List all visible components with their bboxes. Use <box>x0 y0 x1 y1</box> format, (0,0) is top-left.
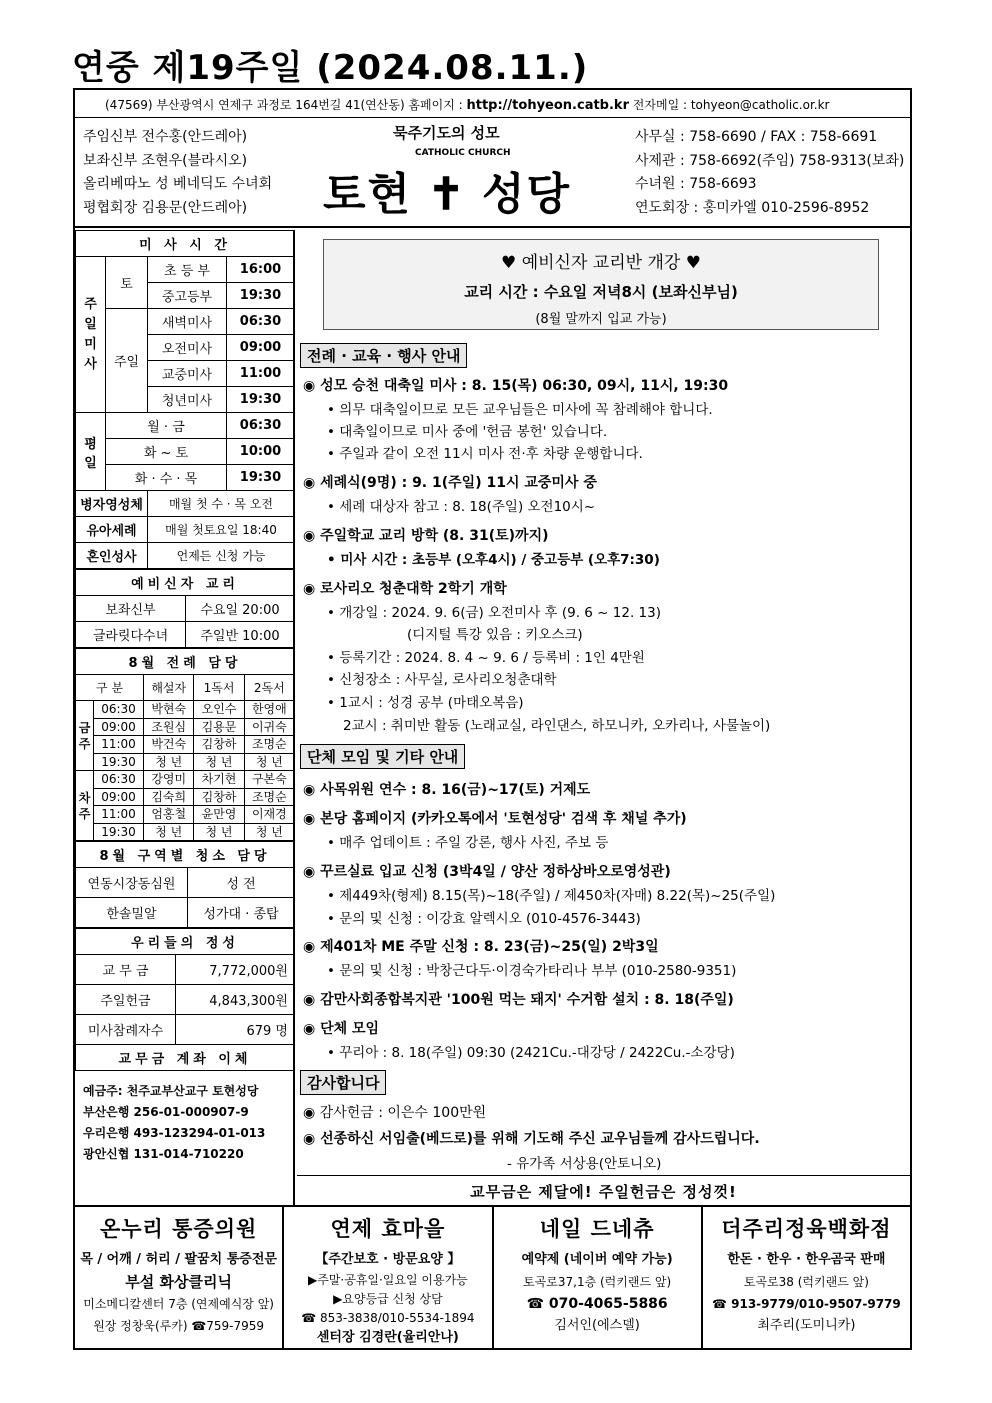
item-baptism: ◉ 세례식(9명) : 9. 1(주일) 11시 교중미사 중 <box>303 475 597 491</box>
church-logo <box>323 158 571 222</box>
liturgy-cell: 강영미 <box>144 771 194 789</box>
logo-arc-text: CATHOLIC CHURCH <box>415 148 511 158</box>
mass-time: 16:00 <box>227 257 295 283</box>
ad-line: ▶주말·공휴일·일요일 이용가능 <box>307 1273 468 1287</box>
staff-council: 평협회장 김용문(안드레아) <box>83 199 248 216</box>
liturgy-cell: 김숙희 <box>144 788 194 806</box>
offering-value: 7,772,000원 <box>176 955 295 985</box>
homepage-link[interactable]: http://tohyeon.catb.kr <box>466 98 629 113</box>
liturgy-cell: 박건숙 <box>144 736 194 754</box>
staff-pastor: 주임신부 전수홍(안드레아) <box>83 129 248 145</box>
ad-line: 토곡로37,1층 (럭키랜드 앞) <box>523 1275 672 1289</box>
section-liturgy: 전례 · 교육 · 행사 안내 <box>300 343 467 368</box>
liturgy-cell: 19:30 <box>94 823 144 841</box>
sub-item: 2교시 : 취미반 활동 (노래교실, 라인댄스, 하모니카, 오카리나, 사물놀이) <box>343 718 771 734</box>
mass-time: 19:30 <box>227 465 295 491</box>
item-welfare: ◉ 감만사회종합복지관 '100원 먹는 돼지' 수거함 설치 : 8. 18(주일) <box>303 992 734 1008</box>
header <box>75 118 910 228</box>
item-group-meeting: ◉ 단체 모임 <box>303 1021 380 1037</box>
mass-name: 화 · 수 · 목 <box>106 465 227 491</box>
liturgy-cell: 청 년 <box>194 753 244 771</box>
contact-rectory: 사제관 : 758-6692(주임) 758-9313(보좌) <box>635 152 905 169</box>
liturgy-table <box>75 648 295 841</box>
item-committee: ◉ 사목위원 연수 : 8. 16(금)~17(토) 거제도 <box>303 782 591 798</box>
liturgy-col: 1독서 <box>194 675 244 701</box>
offering-heading: 우리들의 정성 <box>76 929 295 955</box>
offering-label: 미사참례자수 <box>76 1015 176 1045</box>
contact-funeral: 연도회장 : 홍미카엘 010-2596-8952 <box>635 199 870 216</box>
offering-label: 주일헌금 <box>76 985 176 1015</box>
account-heading: 교무금 계좌 이체 <box>76 1045 295 1071</box>
logo-subtitle: 묵주기도의 성모 <box>393 124 500 142</box>
liturgy-cell: 조원심 <box>144 718 194 736</box>
mass-time: 09:00 <box>227 335 295 361</box>
cleaning-table <box>75 841 295 928</box>
sub-item: • 제449차(형제) 8.15(목)~18(주일) / 제450차(자매) 8.22(목)~25(주일) <box>327 888 776 904</box>
bottom-banner: 교무금은 제달에! 주일헌금은 정성껏! <box>297 1175 910 1205</box>
ad-butcher <box>703 1207 910 1348</box>
logo-name-right: 성당 <box>482 169 572 220</box>
offering-value: 4,843,300원 <box>176 985 295 1015</box>
catechism-teacher: 글라릿다수녀 <box>76 622 186 648</box>
catechism-table <box>75 569 295 648</box>
cleaning-area: 성가대 · 종탑 <box>188 898 295 928</box>
mass-time: 06:30 <box>227 413 295 439</box>
sub-item: • 신청장소 : 사무실, 로사리오청춘대학 <box>327 672 557 688</box>
catechism-heading: 예비신자 교리 <box>76 570 295 596</box>
ad-line: ☎ 070-4065-5886 <box>526 1296 668 1312</box>
ad-line: 미소메디칼센터 7층 (연제예식장 앞) <box>83 1297 274 1311</box>
account-holder: 예금주: 천주교부산교구 토현성당 <box>83 1084 259 1098</box>
catechism-notice <box>323 239 879 330</box>
offering-label: 교 무 금 <box>76 955 176 985</box>
ad-name: 더주리정육백화점 <box>721 1217 892 1241</box>
ad-nail <box>494 1207 703 1348</box>
sub-item: • 매주 업데이트 : 주일 강론, 행사 사진, 주보 등 <box>327 835 609 851</box>
item-homepage: ◉ 본당 홈페이지 (카카오톡에서 '토현성당' 검색 후 채널 추가) <box>303 811 687 827</box>
notice-note: (8월 말까지 입교 가능) <box>535 312 667 327</box>
mass-name: 오전미사 <box>148 335 227 361</box>
sub-item: • 꾸리아 : 8. 18(주일) 09:30 (2421Cu.-대강당 / 2422Cu.-소강당) <box>327 1045 735 1061</box>
liturgy-cell: 오인수 <box>194 701 244 719</box>
mass-heading: 미 사 시 간 <box>76 231 295 257</box>
sub-item: (디지털 특강 있음 : 키오스크) <box>407 627 583 643</box>
sub-item: • 1교시 : 성경 공부 (마태오복음) <box>327 695 524 711</box>
contact-convent: 수녀원 : 758-6693 <box>635 176 757 192</box>
liturgy-cell: 구본숙 <box>244 771 294 789</box>
saturday-label: 토 <box>106 257 148 309</box>
sub-item: • 등록기간 : 2024. 8. 4 ~ 9. 6 / 등록비 : 1인 4만원 <box>327 650 645 666</box>
left-column <box>75 230 295 1205</box>
item-condolence: ◉ 선종하신 서임출(베드로)를 위해 기도해 주신 교우님들께 감사드립니다. <box>303 1131 760 1147</box>
cross-icon: ✝ <box>427 169 467 220</box>
ad-onnuri <box>75 1207 284 1348</box>
liturgy-col: 2독서 <box>244 675 294 701</box>
mass-schedule-table <box>75 230 295 569</box>
ad-line: 센터장 김경란(율리안나) <box>316 1330 459 1345</box>
ad-line: ☎ 853-3838/010-5534-1894 <box>301 1311 475 1325</box>
offering-value: 679 명 <box>176 1015 295 1045</box>
liturgy-col: 구 분 <box>76 675 144 701</box>
item-sunday-school: ◉ 주일학교 교리 방학 (8. 31(토)까지) <box>303 528 549 544</box>
section-thanks: 감사합니다 <box>300 1070 386 1095</box>
ad-line: 【주간보호 · 방문요양 】 <box>315 1252 461 1267</box>
sub-item: • 개강일 : 2024. 9. 6(금) 오전미사 후 (9. 6 ~ 12. 13) <box>327 605 661 621</box>
logo-name-left: 토현 <box>323 169 413 220</box>
sub-item: • 의무 대축일이므로 모든 교우님들은 미사에 꼭 참례해야 합니다. <box>327 402 713 418</box>
liturgy-cell: 엄홍철 <box>144 806 194 824</box>
sub-item: • 세례 대상자 참고 : 8. 18(주일) 오전10시~ <box>327 499 596 515</box>
other-value: 매월 첫 수 · 목 오전 <box>148 491 295 517</box>
liturgy-cell: 한영애 <box>244 701 294 719</box>
ad-hyomaeul <box>284 1207 493 1348</box>
other-value: 언제든 신청 가능 <box>148 543 295 569</box>
account-info <box>75 1071 293 1165</box>
ads-row <box>75 1205 910 1348</box>
liturgy-cell: 06:30 <box>94 701 144 719</box>
other-value: 매월 첫토요일 18:40 <box>148 517 295 543</box>
ad-name: 네일 드네츄 <box>539 1217 655 1241</box>
liturgy-cell: 09:00 <box>94 788 144 806</box>
other-label: 혼인성사 <box>76 543 148 569</box>
ad-name: 연제 효마을 <box>330 1217 446 1241</box>
address-text: (47569) 부산광역시 연제구 과정로 164번길 41(연산동) 홈페이지 : <box>105 98 467 112</box>
liturgy-cell: 조명순 <box>244 788 294 806</box>
ad-line: ▶요양등급 신청 상담 <box>333 1292 443 1306</box>
sunday-mass-label: 주일미사 <box>76 257 106 413</box>
offering-table <box>75 928 295 1071</box>
sub-item: • 대축일이므로 미사 중에 '헌금 봉헌' 있습니다. <box>327 424 608 440</box>
notice-time: 교리 시간 : 수요일 저녁8시 (보좌신부님) <box>464 283 738 301</box>
contact-office: 사무실 : 758-6690 / FAX : 758-6691 <box>635 129 878 145</box>
item-rosary-college: ◉ 로사리오 청춘대학 2학기 개학 <box>303 581 507 597</box>
ad-line: ☎ 913-9779/010-9507-9779 <box>712 1297 901 1311</box>
ad-line: 목 / 어깨 / 허리 / 팔꿈치 통증전문 <box>80 1252 277 1267</box>
address-bar <box>75 90 910 118</box>
item-thanks-offering: ◉ 감사헌금 : 이은수 100만원 <box>303 1105 487 1121</box>
ad-line: 원장 정창욱(루카) ☎759-7959 <box>93 1319 265 1333</box>
ad-name: 온누리 통증의원 <box>99 1217 258 1241</box>
ad-line: 최주리(도미니카) <box>757 1318 856 1333</box>
liturgy-heading: 8월 전례 담당 <box>76 649 295 675</box>
mass-name: 교중미사 <box>148 361 227 387</box>
mass-time: 11:00 <box>227 361 295 387</box>
account-shinhyup: 광안신협 131-014-710220 <box>83 1147 244 1161</box>
sub-item: • 문의 및 신청 : 박창근다두·이경숙가타리나 부부 (010-2580-9351) <box>327 963 737 979</box>
sub-item: - 유가족 서상용(안토니오) <box>507 1156 662 1172</box>
item-cursillo: ◉ 꾸르실료 입교 신청 (3박4일 / 양산 정하상바오로영성관) <box>303 864 671 880</box>
mass-time: 19:30 <box>227 387 295 413</box>
liturgy-cell: 06:30 <box>94 771 144 789</box>
liturgy-cell: 김용문 <box>194 718 244 736</box>
liturgy-cell: 청 년 <box>144 823 194 841</box>
liturgy-cell: 차기현 <box>194 771 244 789</box>
email-text: 전자메일 : tohyeon@catholic.or.kr <box>628 98 830 112</box>
section-groups: 단체 모임 및 기타 안내 <box>300 744 465 769</box>
liturgy-cell: 11:00 <box>94 736 144 754</box>
mass-name: 화 ~ 토 <box>106 439 227 465</box>
mass-name: 월 · 금 <box>106 413 227 439</box>
next-week-label: 차주 <box>76 771 94 841</box>
liturgy-cell: 11:00 <box>94 806 144 824</box>
mass-name: 새벽미사 <box>148 309 227 335</box>
ad-line: 토곡로38 (럭키랜드 앞) <box>743 1275 869 1289</box>
liturgy-cell: 청 년 <box>244 753 294 771</box>
cleaning-area: 성 전 <box>188 868 295 898</box>
liturgy-col: 해설자 <box>144 675 194 701</box>
catechism-time: 수요일 20:00 <box>186 596 295 622</box>
catechism-time: 주일반 10:00 <box>186 622 295 648</box>
mass-name: 청년미사 <box>148 387 227 413</box>
liturgy-cell: 박현숙 <box>144 701 194 719</box>
staff-list <box>83 126 272 220</box>
liturgy-cell: 이귀숙 <box>244 718 294 736</box>
staff-sisters: 올리베따노 성 베네딕도 수녀회 <box>83 176 273 192</box>
contact-list <box>635 126 904 220</box>
ad-line: 한돈 · 한우 · 한우곰국 판매 <box>727 1252 886 1267</box>
sunday-label: 주일 <box>106 309 148 413</box>
liturgy-cell: 김창하 <box>194 736 244 754</box>
liturgy-cell: 09:00 <box>94 718 144 736</box>
mass-name: 중고등부 <box>148 283 227 309</box>
mass-time: 19:30 <box>227 283 295 309</box>
sub-item: • 문의 및 신청 : 이강효 알렉시오 (010-4576-3443) <box>327 911 641 927</box>
liturgy-cell: 청 년 <box>194 823 244 841</box>
ad-line: 예약제 (네이버 예약 가능) <box>521 1252 673 1267</box>
liturgy-cell: 이재경 <box>244 806 294 824</box>
other-label: 병자영성체 <box>76 491 148 517</box>
page-title: 연중 제19주일 (2024.08.11.) <box>72 48 589 88</box>
account-busan: 부산은행 256-01-000907-9 <box>83 1105 249 1119</box>
notice-heading: ♥ 예비신자 교리반 개강 ♥ <box>501 253 701 273</box>
liturgy-cell: 청 년 <box>144 753 194 771</box>
mass-name: 초 등 부 <box>148 257 227 283</box>
cleaning-heading: 8월 구역별 청소 담당 <box>76 842 295 868</box>
item-assumption: ◉ 성모 승천 대축일 미사 : 8. 15(목) 06:30, 09시, 11시, 19:30 <box>303 378 729 394</box>
liturgy-cell: 윤만영 <box>194 806 244 824</box>
liturgy-cell: 19:30 <box>94 753 144 771</box>
item-me-weekend: ◉ 제401차 ME 주말 신청 : 8. 23(금)~25(일) 2박3일 <box>303 939 659 955</box>
liturgy-cell: 김창하 <box>194 788 244 806</box>
weekday-label: 평일 <box>76 413 106 491</box>
cleaning-district: 연동시장동심원 <box>76 868 188 898</box>
catechism-teacher: 보좌신부 <box>76 596 186 622</box>
cleaning-district: 한솔밀알 <box>76 898 188 928</box>
sub-item: • 주일과 같이 오전 11시 미사 전·후 차량 운행합니다. <box>327 446 643 462</box>
liturgy-cell: 청 년 <box>244 823 294 841</box>
other-label: 유아세례 <box>76 517 148 543</box>
ad-line: 김서인(에스델) <box>554 1318 640 1333</box>
account-woori: 우리은행 493-123294-01-013 <box>83 1126 266 1140</box>
sub-item: • 미사 시간 : 초등부 (오후4시) / 중고등부 (오후7:30) <box>327 552 660 568</box>
this-week-label: 금주 <box>76 701 94 771</box>
mass-time: 10:00 <box>227 439 295 465</box>
staff-assistant: 보좌신부 조현우(블라시오) <box>83 152 248 169</box>
mass-time: 06:30 <box>227 309 295 335</box>
liturgy-cell: 조명순 <box>244 736 294 754</box>
ad-line: 부설 화상클리닉 <box>125 1273 232 1291</box>
